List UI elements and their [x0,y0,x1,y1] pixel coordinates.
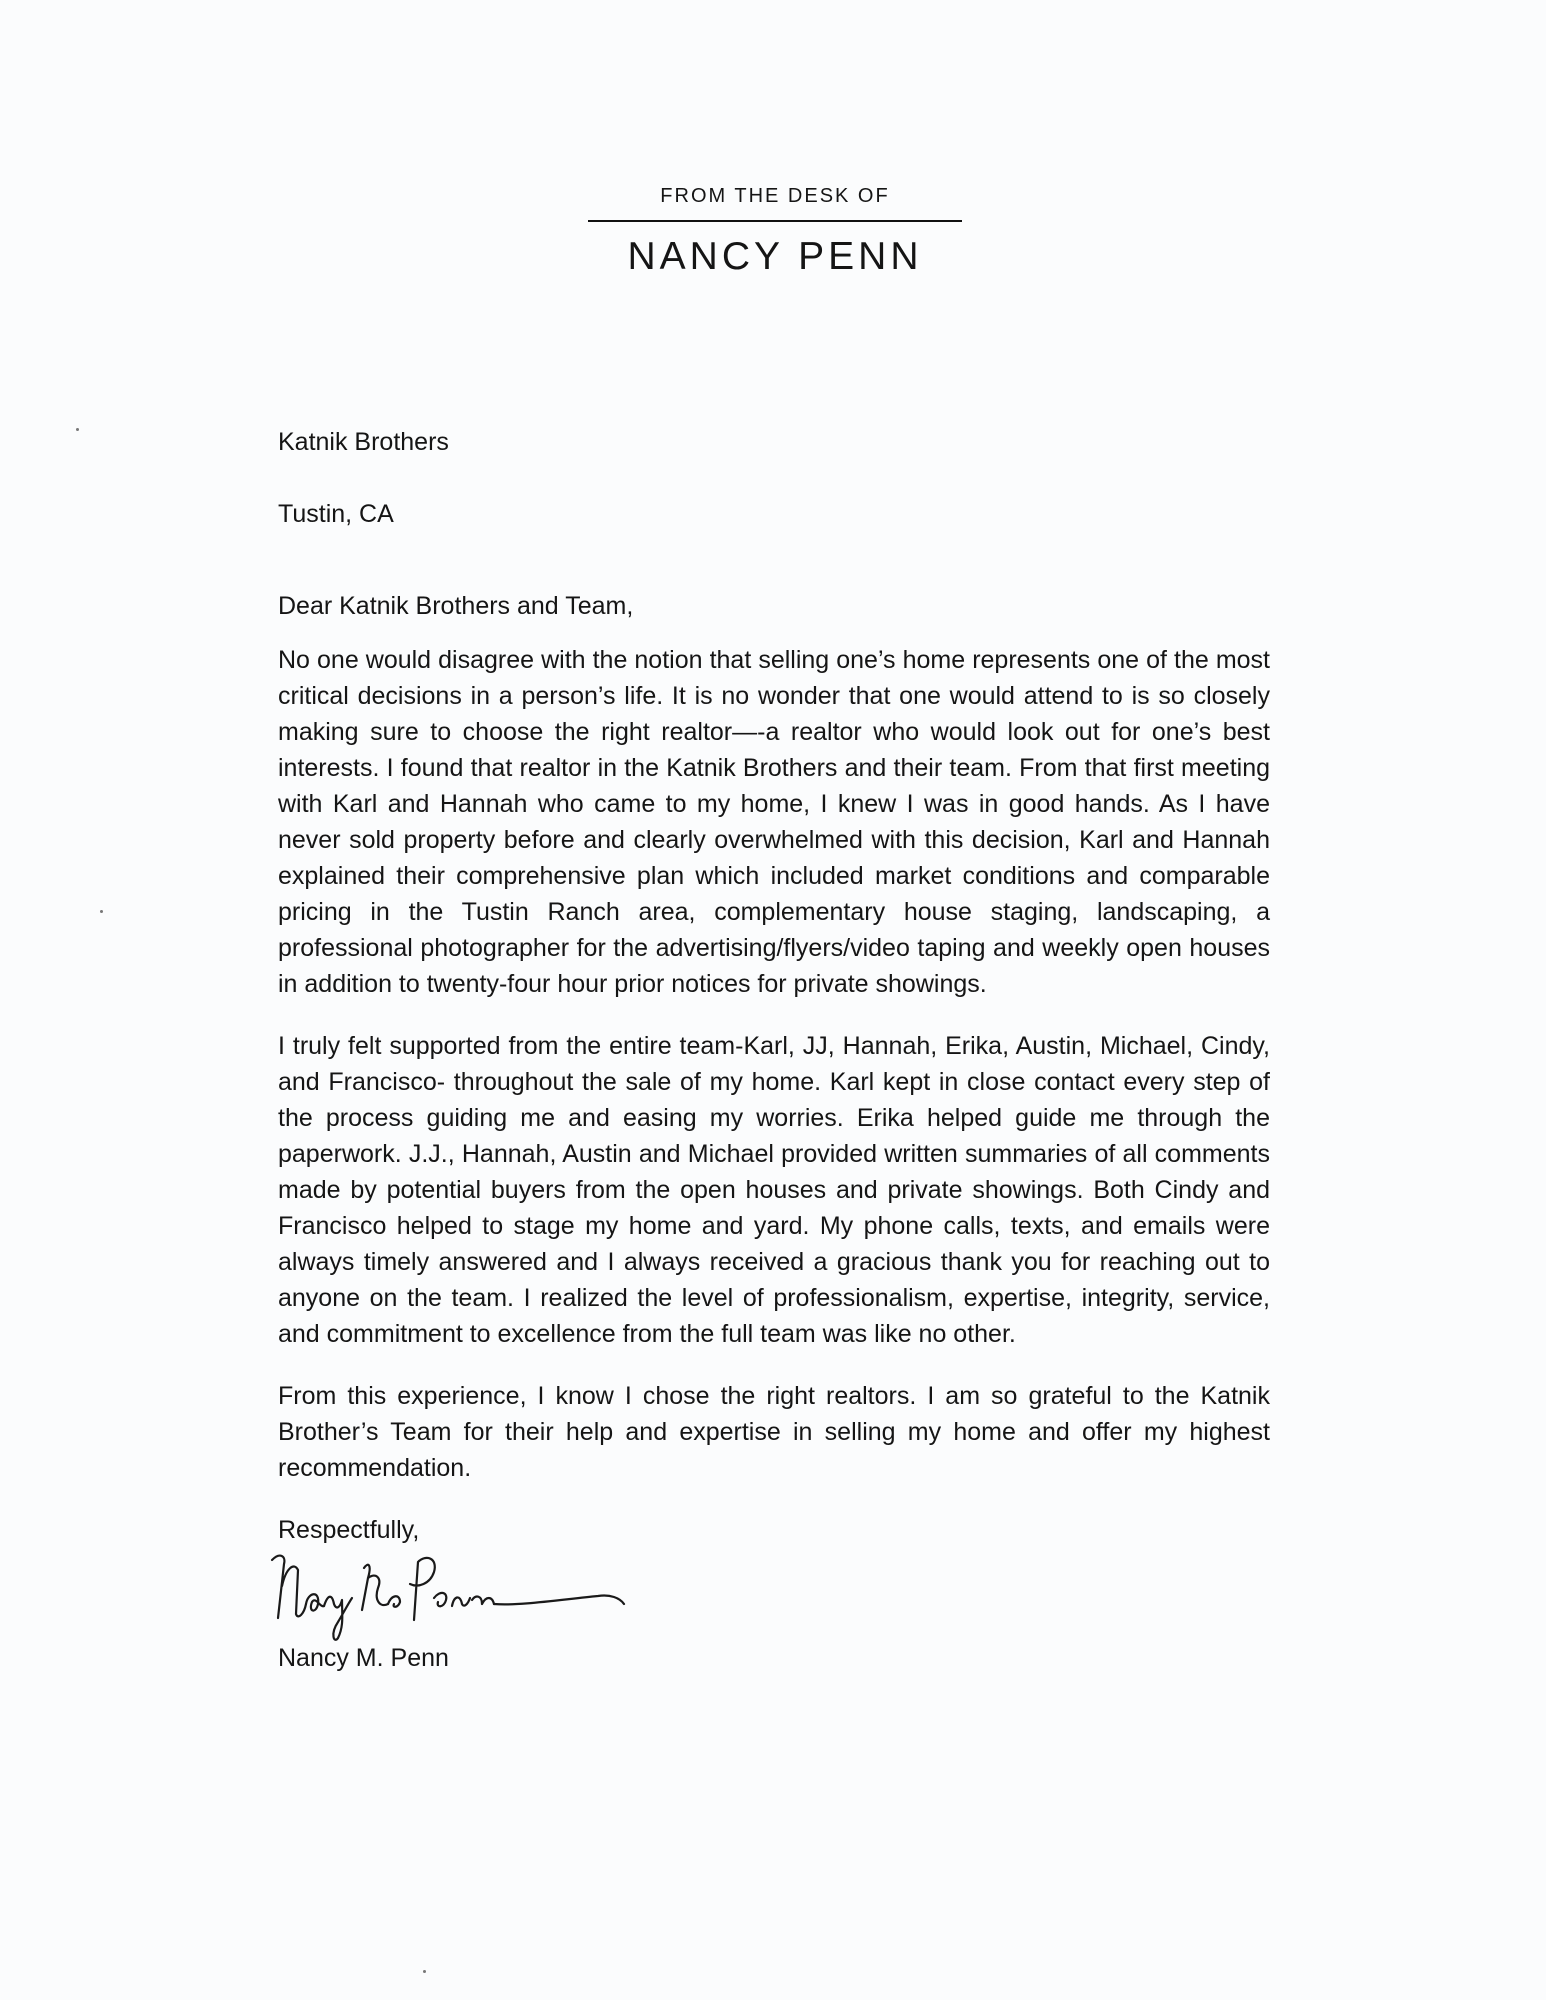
letterhead-top-line: FROM THE DESK OF [660,185,890,207]
paragraph-1: No one would disagree with the notion that selling one’s home represents one of the most critical decisions in a person’s life. It is no wonder that one would attend to is so closely making sure to choose the right realtor—-a realtor who would look out for one’s best interests. I found that realtor in the Katnik Brothers and their team. From that first meeting with Karl and Hannah who came to my home, I knew I was in good hands. As I have never sold property before and clearly overwhelmed with this decision, Karl and Hannah explained their comprehensive plan which included market conditions and comparable pricing in the Tustin Ranch area, complementary house staging, landscaping, a professional photographer for the advertising/flyers/video taping and weekly open houses in addition to twenty-four hour prior notices for private showings. [278,646,1270,998]
letter-body [278,424,1270,1676]
paragraph-2: I truly felt supported from the entire team-Karl, JJ, Hannah, Erika, Austin, Michael, Cindy, and Francisco- throughout the sale of my home. Karl kept in close contact every step of the process guiding me and easing my worries. Erika helped guide me through the paperwork. J.J., Hannah, Austin and Michael provided written summaries of all comments made by potential buyers from the open houses and private showings. Both Cindy and Francisco helped to stage my home and yard. My phone calls, texts, and emails were always timely answered and I always received a gracious thank you for reaching out to anyone on the team. I realized the level of professionalism, expertise, integrity, service, and commitment to excellence from the full team was like no other. [278,1032,1270,1348]
salutation: Dear Katnik Brothers and Team, [278,592,634,620]
recipient-location: Tustin, CA [278,500,394,528]
recipient-name: Katnik Brothers [278,428,449,456]
scan-speck [100,910,103,913]
letterhead-name: NANCY PENN [627,235,923,278]
closing: Respectfully, [278,1516,420,1544]
paragraph-3: From this experience, I know I chose the right realtors. I am so grateful to the Katnik Brother’s Team for their help and expertise in selling my home and offer my highest recommendation. [278,1382,1270,1482]
letterhead [588,180,962,282]
letterhead-divider [588,220,962,222]
scan-speck [423,1970,426,1973]
scan-speck [76,428,79,431]
printed-name: Nancy M. Penn [278,1644,449,1672]
handwritten-signature [268,1548,628,1644]
